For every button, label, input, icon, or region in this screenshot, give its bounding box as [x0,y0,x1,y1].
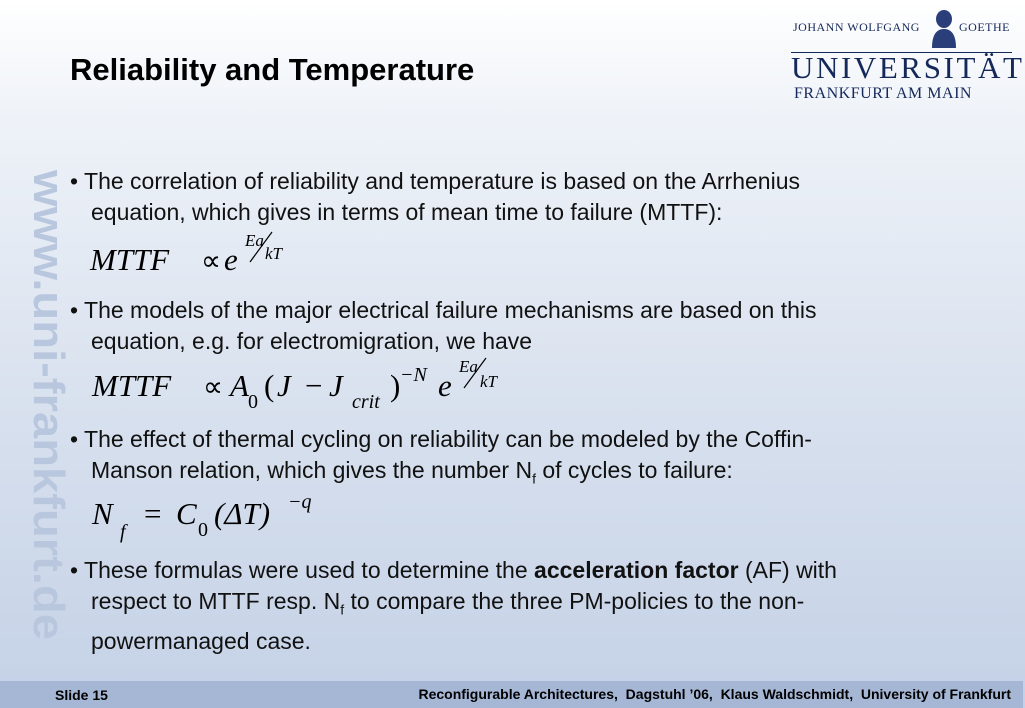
watermark-url [0,170,73,650]
bullet-text: Manson relation, which gives the number N [91,457,533,483]
formula-c-sub: 0 [198,519,208,541]
formula-equals: = [144,496,162,531]
logo-text-university: UNIVERSITÄT [791,50,1025,85]
formula-electromigration [90,352,530,414]
formula-lhs: N [92,496,113,531]
formula-a: A [230,368,249,403]
formula-lhs: MTTF [92,368,172,403]
university-logo [791,10,1025,102]
bullet-text: powermanaged case. [91,627,311,654]
formula-a-sub: 0 [248,391,258,413]
bullet-electromigration [70,295,817,357]
formula-jcrit: J [329,368,343,403]
formula-base: e [438,368,452,403]
subscript: f [532,470,536,487]
bullet-text: to compare the three PM-policies to the non- [344,588,805,614]
bullet-text: • The models of the major electrical failure mechanisms are based on this [70,297,817,323]
bullet-text: equation, e.g. for electromigration, we have [91,328,533,354]
formula-minus: − [305,368,323,403]
formula-exp-num: Ea [245,231,264,250]
bullet-thermal-cycling [70,424,812,495]
bullet-text-line [70,586,837,626]
formula-exp-den: kT [480,372,497,391]
formula-open-paren: ( [264,368,275,403]
formula-c: C [176,496,197,531]
formula-coffin-manson [90,488,340,546]
formula-delta-t: (ΔT) [214,496,271,531]
goethe-bust-icon [927,8,961,48]
subscript: f [340,601,345,618]
formula-power: −N [400,364,427,386]
bullet-text: of cycles to failure: [535,457,733,483]
bullet-arrhenius [70,166,800,228]
slide-footer [0,681,1023,708]
formula-exp-den: kT [265,244,282,263]
bold-term: acceleration factor [534,557,739,583]
formula-proportional: ∝ [201,246,222,277]
formula-jcrit-sub: crit [352,391,380,413]
slide-title: Reliability and Temperature [70,52,475,87]
bullet-text: equation, which gives in terms of mean time to failure (MTTF): [91,199,723,225]
formula-lhs: MTTF [90,242,170,277]
logo-text-top-right: GOETHE [959,20,1010,34]
slide-number: Slide 15 [55,687,108,703]
bullet-text: • These formulas were used to determine the [70,557,535,583]
bullet-text: • The correlation of reliability and temperature is based on the Arrhenius [70,168,800,194]
footer-credit: Reconfigurable Architectures, Dagstuhl ’06, Klaus Waldschmidt, University of Frankfurt [418,686,1011,702]
formula-power: −q [288,491,312,513]
bullet-text: • The effect of thermal cycling on reliability can be modeled by the Coffin- [70,426,812,452]
watermark-text: www.uni-frankfurt.de [24,170,73,609]
formula-arrhenius [88,226,308,280]
bullet-acceleration-factor [70,555,837,657]
formula-j: J [277,368,291,403]
formula-lhs-sub: f [120,521,126,543]
formula-base: e [224,242,238,277]
logo-text-top-left: JOHANN WOLFGANG [793,20,920,34]
logo-text-city: FRANKFURT AM MAIN [794,85,972,102]
bullet-text: (AF) with [738,557,837,583]
formula-close-paren: ) [390,368,401,403]
bullet-text: respect to MTTF resp. N [91,588,341,614]
formula-exp-num: Ea [459,357,478,376]
formula-proportional: ∝ [203,372,224,403]
bullet-text-line [70,557,837,583]
